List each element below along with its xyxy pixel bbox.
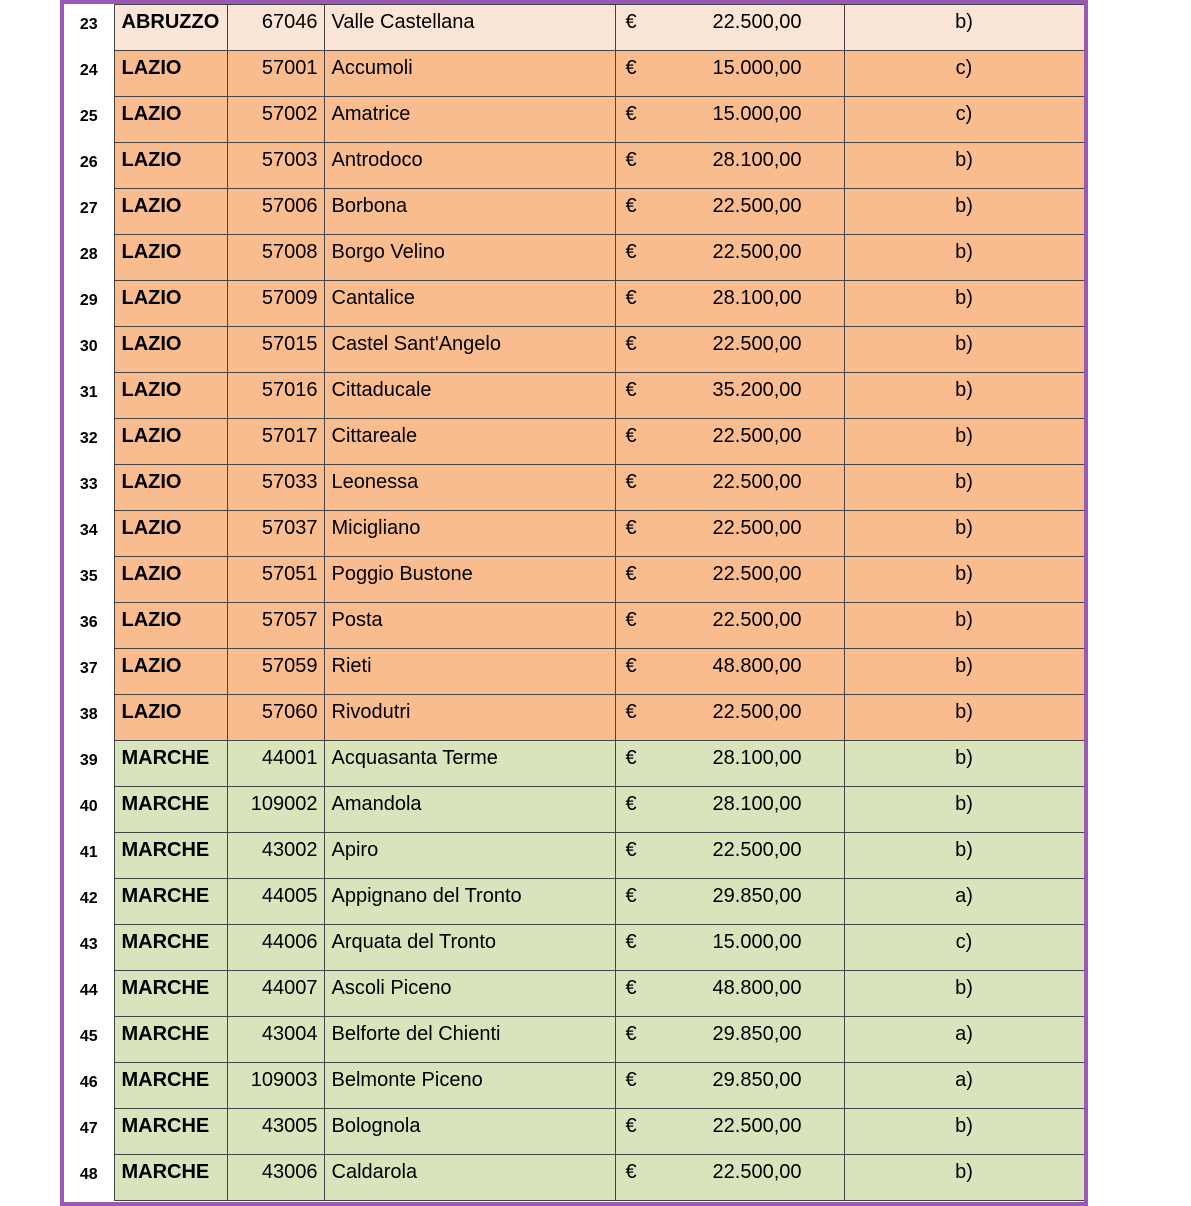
table-row — [64, 603, 1084, 649]
region-cell: MARCHE — [114, 1017, 227, 1063]
code-cell: 57016 — [227, 373, 324, 419]
municipality-name-cell: Rieti — [324, 649, 615, 695]
municipality-name-cell: Cantalice — [324, 281, 615, 327]
municipality-name-cell: Antrodoco — [324, 143, 615, 189]
currency-symbol-cell: € — [615, 603, 641, 649]
amount-cell: 48.800,00 — [641, 971, 844, 1017]
region-cell: MARCHE — [114, 741, 227, 787]
municipality-name-cell: Rivodutri — [324, 695, 615, 741]
row-number: 26 — [64, 143, 114, 189]
class-cell: b) — [844, 511, 1084, 557]
currency-symbol-cell: € — [615, 925, 641, 971]
table-row — [64, 1155, 1084, 1201]
code-cell: 43005 — [227, 1109, 324, 1155]
row-number: 34 — [64, 511, 114, 557]
code-cell: 57009 — [227, 281, 324, 327]
region-cell: MARCHE — [114, 1063, 227, 1109]
currency-symbol-cell: € — [615, 971, 641, 1017]
table-row — [64, 327, 1084, 373]
code-cell: 57006 — [227, 189, 324, 235]
amount-cell: 15.000,00 — [641, 51, 844, 97]
class-cell: b) — [844, 741, 1084, 787]
table-row — [64, 97, 1084, 143]
municipality-name-cell: Accumoli — [324, 51, 615, 97]
currency-symbol-cell: € — [615, 281, 641, 327]
currency-symbol-cell: € — [615, 695, 641, 741]
amount-cell: 28.100,00 — [641, 787, 844, 833]
currency-symbol-cell: € — [615, 51, 641, 97]
row-number: 42 — [64, 879, 114, 925]
row-number: 47 — [64, 1109, 114, 1155]
row-number: 28 — [64, 235, 114, 281]
class-cell: b) — [844, 373, 1084, 419]
region-cell: LAZIO — [114, 373, 227, 419]
currency-symbol-cell: € — [615, 879, 641, 925]
code-cell: 57060 — [227, 695, 324, 741]
region-cell: ABRUZZO — [114, 5, 227, 51]
row-number: 24 — [64, 51, 114, 97]
row-number: 32 — [64, 419, 114, 465]
class-cell: a) — [844, 1017, 1084, 1063]
code-cell: 57017 — [227, 419, 324, 465]
code-cell: 57057 — [227, 603, 324, 649]
currency-symbol-cell: € — [615, 5, 641, 51]
row-number: 46 — [64, 1063, 114, 1109]
municipality-table — [64, 4, 1085, 1201]
region-cell: LAZIO — [114, 281, 227, 327]
currency-symbol-cell: € — [615, 833, 641, 879]
currency-symbol-cell: € — [615, 419, 641, 465]
class-cell: b) — [844, 419, 1084, 465]
code-cell: 109002 — [227, 787, 324, 833]
table-row — [64, 741, 1084, 787]
region-cell: LAZIO — [114, 695, 227, 741]
currency-symbol-cell: € — [615, 327, 641, 373]
municipality-name-cell: Bolognola — [324, 1109, 615, 1155]
code-cell: 44001 — [227, 741, 324, 787]
municipality-name-cell: Acquasanta Terme — [324, 741, 615, 787]
currency-symbol-cell: € — [615, 1063, 641, 1109]
class-cell: b) — [844, 281, 1084, 327]
code-cell: 57008 — [227, 235, 324, 281]
code-cell: 67046 — [227, 5, 324, 51]
municipality-name-cell: Belforte del Chienti — [324, 1017, 615, 1063]
amount-cell: 48.800,00 — [641, 649, 844, 695]
code-cell: 57059 — [227, 649, 324, 695]
class-cell: b) — [844, 189, 1084, 235]
currency-symbol-cell: € — [615, 97, 641, 143]
municipality-name-cell: Appignano del Tronto — [324, 879, 615, 925]
region-cell: MARCHE — [114, 1109, 227, 1155]
class-cell: c) — [844, 51, 1084, 97]
code-cell: 44007 — [227, 971, 324, 1017]
municipality-name-cell: Caldarola — [324, 1155, 615, 1201]
currency-symbol-cell: € — [615, 143, 641, 189]
row-number: 36 — [64, 603, 114, 649]
row-number: 30 — [64, 327, 114, 373]
currency-symbol-cell: € — [615, 1109, 641, 1155]
currency-symbol-cell: € — [615, 557, 641, 603]
municipality-name-cell: Amandola — [324, 787, 615, 833]
table-row — [64, 143, 1084, 189]
amount-cell: 22.500,00 — [641, 419, 844, 465]
class-cell: b) — [844, 557, 1084, 603]
municipality-name-cell: Belmonte Piceno — [324, 1063, 615, 1109]
table-row — [64, 235, 1084, 281]
municipality-name-cell: Castel Sant'Angelo — [324, 327, 615, 373]
amount-cell: 22.500,00 — [641, 327, 844, 373]
row-number: 40 — [64, 787, 114, 833]
table-row — [64, 1063, 1084, 1109]
class-cell: b) — [844, 971, 1084, 1017]
table-row — [64, 465, 1084, 511]
code-cell: 43004 — [227, 1017, 324, 1063]
class-cell: b) — [844, 327, 1084, 373]
table-row — [64, 281, 1084, 327]
class-cell: b) — [844, 649, 1084, 695]
amount-cell: 28.100,00 — [641, 281, 844, 327]
table-row — [64, 695, 1084, 741]
class-cell: b) — [844, 143, 1084, 189]
amount-cell: 29.850,00 — [641, 879, 844, 925]
municipality-name-cell: Borgo Velino — [324, 235, 615, 281]
class-cell: c) — [844, 97, 1084, 143]
currency-symbol-cell: € — [615, 373, 641, 419]
amount-cell: 28.100,00 — [641, 741, 844, 787]
code-cell: 109003 — [227, 1063, 324, 1109]
row-number: 37 — [64, 649, 114, 695]
code-cell: 43002 — [227, 833, 324, 879]
amount-cell: 15.000,00 — [641, 97, 844, 143]
row-number: 48 — [64, 1155, 114, 1201]
code-cell: 57051 — [227, 557, 324, 603]
code-cell: 57033 — [227, 465, 324, 511]
class-cell: b) — [844, 1109, 1084, 1155]
class-cell: b) — [844, 603, 1084, 649]
document-frame — [60, 0, 1088, 1206]
municipality-name-cell: Valle Castellana — [324, 5, 615, 51]
table-row — [64, 1017, 1084, 1063]
row-number: 31 — [64, 373, 114, 419]
row-number: 23 — [64, 5, 114, 51]
code-cell: 43006 — [227, 1155, 324, 1201]
region-cell: LAZIO — [114, 465, 227, 511]
region-cell: LAZIO — [114, 419, 227, 465]
region-cell: LAZIO — [114, 603, 227, 649]
municipality-name-cell: Arquata del Tronto — [324, 925, 615, 971]
class-cell: b) — [844, 787, 1084, 833]
amount-cell: 29.850,00 — [641, 1063, 844, 1109]
class-cell: a) — [844, 879, 1084, 925]
table-row — [64, 787, 1084, 833]
table-body — [64, 5, 1084, 1201]
amount-cell: 22.500,00 — [641, 1109, 844, 1155]
code-cell: 44005 — [227, 879, 324, 925]
row-number: 25 — [64, 97, 114, 143]
amount-cell: 22.500,00 — [641, 189, 844, 235]
row-number: 27 — [64, 189, 114, 235]
class-cell: b) — [844, 1155, 1084, 1201]
table-row — [64, 971, 1084, 1017]
region-cell: LAZIO — [114, 235, 227, 281]
table-row — [64, 5, 1084, 51]
region-cell: MARCHE — [114, 1155, 227, 1201]
code-cell: 57003 — [227, 143, 324, 189]
amount-cell: 22.500,00 — [641, 1155, 844, 1201]
municipality-name-cell: Cittaducale — [324, 373, 615, 419]
currency-symbol-cell: € — [615, 235, 641, 281]
row-number: 29 — [64, 281, 114, 327]
municipality-name-cell: Posta — [324, 603, 615, 649]
municipality-name-cell: Cittareale — [324, 419, 615, 465]
row-number: 45 — [64, 1017, 114, 1063]
class-cell: b) — [844, 695, 1084, 741]
region-cell: LAZIO — [114, 143, 227, 189]
municipality-name-cell: Apiro — [324, 833, 615, 879]
currency-symbol-cell: € — [615, 465, 641, 511]
table-row — [64, 833, 1084, 879]
row-number: 44 — [64, 971, 114, 1017]
region-cell: LAZIO — [114, 51, 227, 97]
region-cell: LAZIO — [114, 97, 227, 143]
table-row — [64, 189, 1084, 235]
region-cell: LAZIO — [114, 557, 227, 603]
table-row — [64, 649, 1084, 695]
currency-symbol-cell: € — [615, 511, 641, 557]
amount-cell: 22.500,00 — [641, 603, 844, 649]
region-cell: MARCHE — [114, 971, 227, 1017]
table-row — [64, 511, 1084, 557]
amount-cell: 22.500,00 — [641, 511, 844, 557]
amount-cell: 15.000,00 — [641, 925, 844, 971]
amount-cell: 22.500,00 — [641, 695, 844, 741]
amount-cell: 35.200,00 — [641, 373, 844, 419]
amount-cell: 22.500,00 — [641, 465, 844, 511]
municipality-name-cell: Micigliano — [324, 511, 615, 557]
currency-symbol-cell: € — [615, 741, 641, 787]
currency-symbol-cell: € — [615, 649, 641, 695]
table-row — [64, 925, 1084, 971]
code-cell: 57001 — [227, 51, 324, 97]
region-cell: LAZIO — [114, 511, 227, 557]
table-row — [64, 557, 1084, 603]
amount-cell: 22.500,00 — [641, 557, 844, 603]
code-cell: 57015 — [227, 327, 324, 373]
amount-cell: 22.500,00 — [641, 235, 844, 281]
row-number: 38 — [64, 695, 114, 741]
municipality-name-cell: Borbona — [324, 189, 615, 235]
class-cell: b) — [844, 833, 1084, 879]
municipality-name-cell: Poggio Bustone — [324, 557, 615, 603]
code-cell: 57037 — [227, 511, 324, 557]
amount-cell: 28.100,00 — [641, 143, 844, 189]
code-cell: 44006 — [227, 925, 324, 971]
currency-symbol-cell: € — [615, 1155, 641, 1201]
amount-cell: 29.850,00 — [641, 1017, 844, 1063]
amount-cell: 22.500,00 — [641, 5, 844, 51]
row-number: 35 — [64, 557, 114, 603]
municipality-name-cell: Leonessa — [324, 465, 615, 511]
table-row — [64, 879, 1084, 925]
currency-symbol-cell: € — [615, 787, 641, 833]
currency-symbol-cell: € — [615, 1017, 641, 1063]
row-number: 41 — [64, 833, 114, 879]
region-cell: MARCHE — [114, 925, 227, 971]
class-cell: b) — [844, 235, 1084, 281]
region-cell: MARCHE — [114, 879, 227, 925]
class-cell: c) — [844, 925, 1084, 971]
municipality-name-cell: Ascoli Piceno — [324, 971, 615, 1017]
table-row — [64, 419, 1084, 465]
amount-cell: 22.500,00 — [641, 833, 844, 879]
class-cell: a) — [844, 1063, 1084, 1109]
row-number: 33 — [64, 465, 114, 511]
row-number: 39 — [64, 741, 114, 787]
row-number: 43 — [64, 925, 114, 971]
region-cell: MARCHE — [114, 833, 227, 879]
class-cell: b) — [844, 5, 1084, 51]
municipality-name-cell: Amatrice — [324, 97, 615, 143]
table-row — [64, 1109, 1084, 1155]
region-cell: MARCHE — [114, 787, 227, 833]
region-cell: LAZIO — [114, 327, 227, 373]
class-cell: b) — [844, 465, 1084, 511]
currency-symbol-cell: € — [615, 189, 641, 235]
region-cell: LAZIO — [114, 189, 227, 235]
code-cell: 57002 — [227, 97, 324, 143]
table-row — [64, 373, 1084, 419]
region-cell: LAZIO — [114, 649, 227, 695]
table-row — [64, 51, 1084, 97]
